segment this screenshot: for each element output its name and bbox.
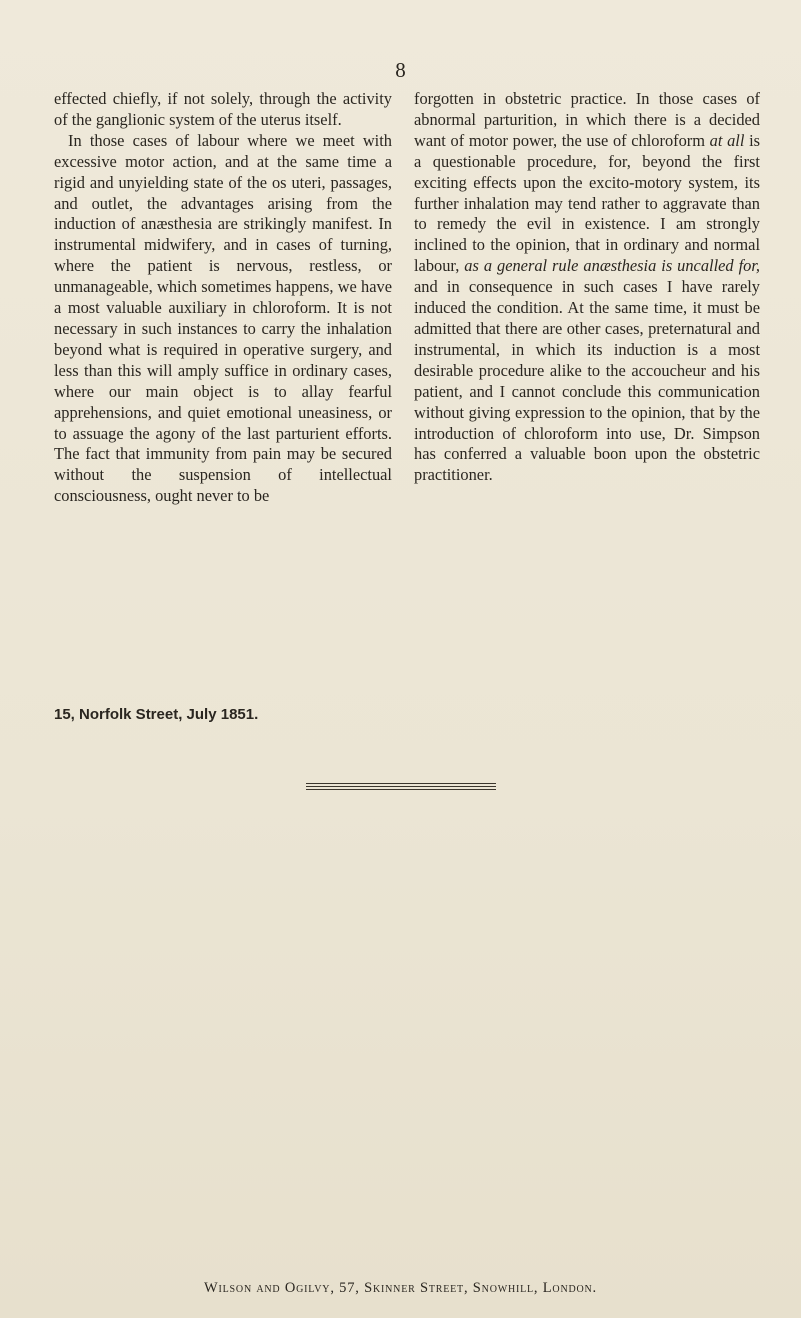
left-column bbox=[54, 89, 392, 507]
right-column bbox=[414, 89, 760, 507]
paragraph-continuation: effected chiefly, if not solely, through the activity of the ganglionic system of the uterus itself. bbox=[54, 89, 392, 129]
text-run: and in consequence in such cases I have rarely induced the condition. At the same time, it must be admitted that there are other cases, preternatural and instrumental, in which its induction is a most desirable procedure alike to the accoucheur and his patient, and I cannot conclude this communication without giving expression to the opinion, that by the introduction of chloroform into use, Dr. Simpson has conferred a valuable boon upon the obstetric practitioner. bbox=[414, 277, 760, 485]
text-columns bbox=[54, 89, 760, 507]
text-run: is a questionable procedure, for, beyond the first exciting effects upon the excito-motory system, its further inhalation may tend rather to aggravate than to remedy the evil in existence. I am strongly inclined to the opinion, that in ordinary and normal labour, bbox=[414, 130, 761, 276]
divider-rule bbox=[306, 789, 496, 790]
text-run: forgotten in obstetric practice. In those cases of abnormal parturition, in which there is a decided want of motor power, the use of chloroform bbox=[414, 89, 760, 150]
paragraph-obstetric-practice bbox=[414, 89, 760, 486]
address-date-signoff: 15, Norfolk Street, July 1851. bbox=[54, 706, 259, 723]
emphasis-at-all: at all bbox=[709, 130, 745, 150]
divider-rule bbox=[306, 786, 496, 787]
page-number: 8 bbox=[395, 58, 406, 82]
divider-rule bbox=[306, 783, 496, 784]
emphasis-general-rule: as a general rule anæsthesia is uncalled for, bbox=[464, 256, 760, 276]
paragraph-labour-cases: In those cases of labour where we meet with excessive motor action, and at the same time a rigid and unyielding state of the os uteri, passages, and outlet, the advantages arising from the induction of anæsthesia are strikingly manifest. In instrumental midwifery, and in cases of turning, where the patient is nervous, restless, or unmanageable, which sometimes happens, we have a most valuable auxiliary in chloroform. It is not necessary in such instances to carry the inhalation beyond what is required in operative surgery, and less than this will amply suffice in ordinary cases, where our main object is to allay fearful apprehensions, and quiet emotional uneasiness, or to assuage the agony of the last parturient efforts. The fact that immunity from pain may be secured without the suspension of intellectual consciousness, ought never to be bbox=[54, 130, 392, 506]
printer-imprint: Wilson and Ogilvy, 57, Skinner Street, Snowhill, London. bbox=[204, 1280, 597, 1296]
